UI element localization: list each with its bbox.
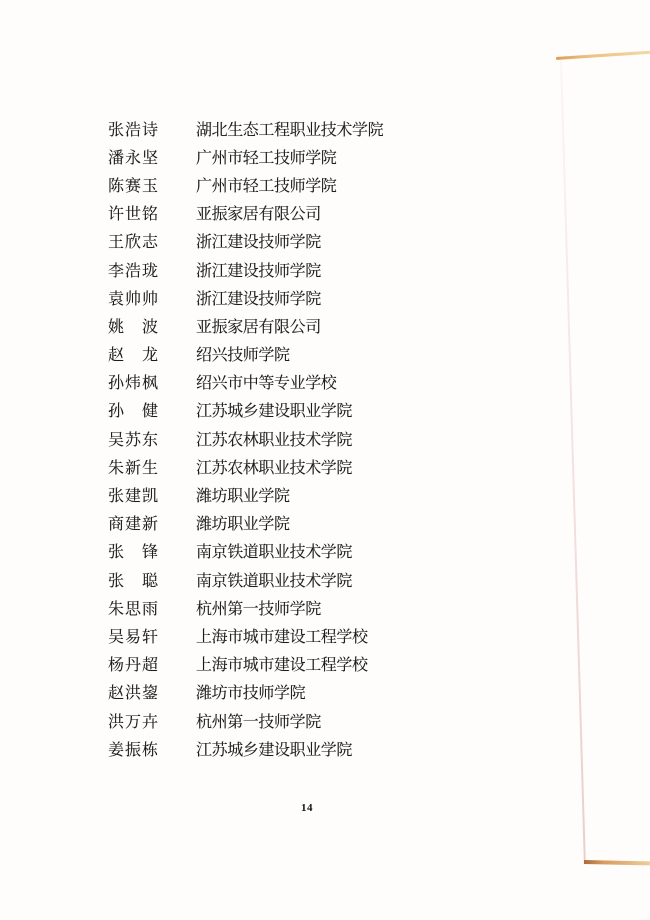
institution-name: 上海市城市建设工程学校 xyxy=(196,657,368,675)
institution-name: 南京铁道职业技术学院 xyxy=(196,572,353,590)
person-name: 袁帅帅 xyxy=(108,290,160,308)
roster-row xyxy=(108,734,383,762)
institution-name: 江苏城乡建设职业学院 xyxy=(196,403,353,421)
roster-row xyxy=(108,650,383,678)
roster-row xyxy=(108,311,383,339)
institution-name: 上海市城市建设工程学校 xyxy=(196,628,368,646)
scan-edge-shadow xyxy=(560,59,586,863)
institution-name: 绍兴技师学院 xyxy=(196,347,290,365)
person-name: 张 聪 xyxy=(108,572,160,590)
institution-name: 杭州第一技师学院 xyxy=(196,600,321,618)
roster-row xyxy=(108,706,383,734)
roster-row xyxy=(108,142,383,170)
roster xyxy=(108,114,383,762)
person-name: 吴易轩 xyxy=(108,628,160,646)
institution-name: 亚振家居有限公司 xyxy=(196,318,321,336)
institution-name: 亚振家居有限公司 xyxy=(196,206,321,224)
person-name: 朱思雨 xyxy=(108,600,160,618)
institution-name: 潍坊职业学院 xyxy=(196,488,290,506)
institution-name: 江苏农林职业技术学院 xyxy=(196,431,353,449)
roster-row xyxy=(108,199,383,227)
institution-name: 潍坊职业学院 xyxy=(196,516,290,534)
institution-name: 江苏城乡建设职业学院 xyxy=(196,741,353,759)
person-name: 洪万卉 xyxy=(108,713,160,731)
scan-edge-top xyxy=(556,51,650,60)
person-name: 王欣志 xyxy=(108,234,160,252)
person-name: 陈赛玉 xyxy=(108,177,160,195)
roster-row xyxy=(108,678,383,706)
institution-name: 浙江建设技师学院 xyxy=(196,262,321,280)
roster-row xyxy=(108,537,383,565)
page-number: 14 xyxy=(301,802,313,814)
roster-row xyxy=(108,565,383,593)
person-name: 商建新 xyxy=(108,516,160,534)
institution-name: 浙江建设技师学院 xyxy=(196,234,321,252)
roster-row xyxy=(108,283,383,311)
roster-row xyxy=(108,509,383,537)
person-name: 姚 波 xyxy=(108,318,160,336)
person-name: 张建凯 xyxy=(108,488,160,506)
person-name: 吴苏东 xyxy=(108,431,160,449)
person-name: 潘永坚 xyxy=(108,149,160,167)
person-name: 李浩珑 xyxy=(108,262,160,280)
roster-row xyxy=(108,340,383,368)
roster-row xyxy=(108,593,383,621)
roster-row xyxy=(108,621,383,649)
person-name: 张 锋 xyxy=(108,544,160,562)
institution-name: 南京铁道职业技术学院 xyxy=(196,544,353,562)
person-name: 张浩诗 xyxy=(108,121,160,139)
institution-name: 江苏农林职业技术学院 xyxy=(196,459,353,477)
institution-name: 杭州第一技师学院 xyxy=(196,713,321,731)
institution-name: 广州市轻工技师学院 xyxy=(196,149,337,167)
institution-name: 湖北生态工程职业技术学院 xyxy=(196,121,384,139)
institution-name: 潍坊市技师学院 xyxy=(196,685,306,703)
person-name: 朱新生 xyxy=(108,459,160,477)
roster-row xyxy=(108,255,383,283)
person-name: 许世铭 xyxy=(108,206,160,224)
roster-row xyxy=(108,227,383,255)
person-name: 赵 龙 xyxy=(108,347,160,365)
roster-row xyxy=(108,368,383,396)
institution-name: 绍兴市中等专业学校 xyxy=(196,375,337,393)
person-name: 杨丹超 xyxy=(108,657,160,675)
roster-row xyxy=(108,480,383,508)
roster-row xyxy=(108,170,383,198)
roster-row xyxy=(108,396,383,424)
institution-name: 浙江建设技师学院 xyxy=(196,290,321,308)
roster-row xyxy=(108,424,383,452)
person-name: 孙炜枫 xyxy=(108,375,160,393)
person-name: 赵洪鋆 xyxy=(108,685,160,703)
roster-row xyxy=(108,114,383,142)
roster-row xyxy=(108,452,383,480)
scan-edge-bottom xyxy=(584,860,650,865)
person-name: 姜振栋 xyxy=(108,741,160,759)
institution-name: 广州市轻工技师学院 xyxy=(196,177,337,195)
person-name: 孙 健 xyxy=(108,403,160,421)
